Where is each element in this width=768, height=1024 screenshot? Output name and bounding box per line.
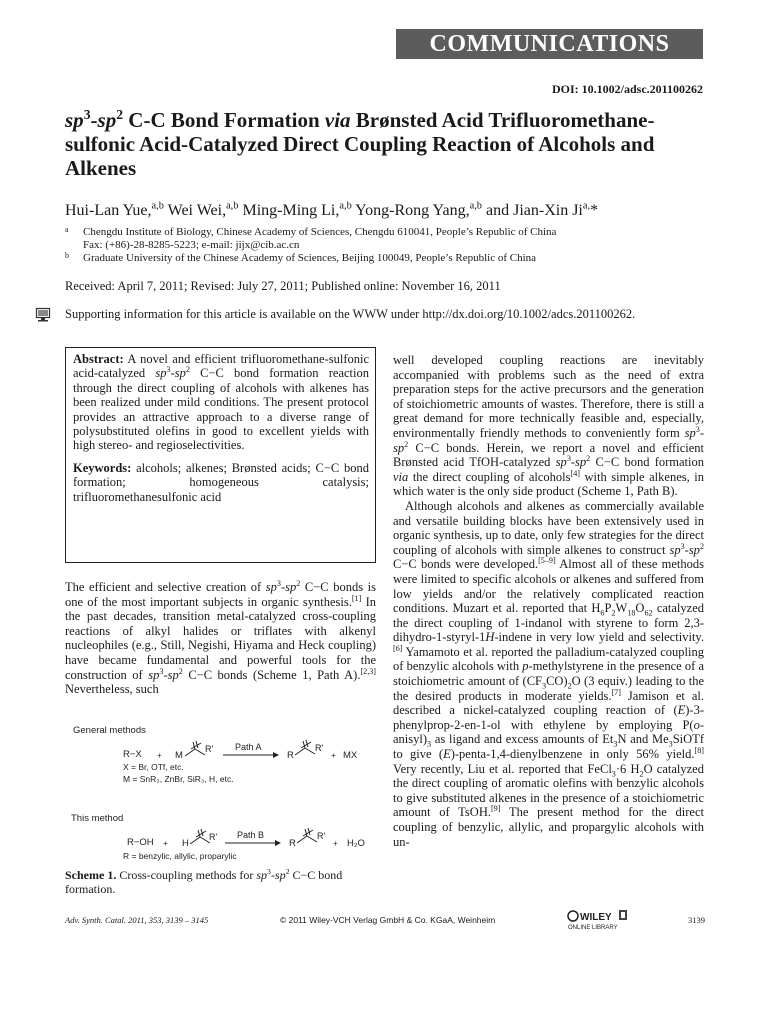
alkenyl-h-structure: [190, 829, 210, 844]
plus-sign: +: [331, 751, 336, 760]
this-method-label: This method: [71, 813, 124, 824]
intro-paragraph: The efficient and selective creation of $sp^3-sp^2$ C−C bonds is one of the most important subjects in organic synthesis.[1] In the past decades, transition metal-catalyzed cross-coupling reactions of alkyl halides or triflates with alkenyl nucleophiles (e.g., Still, Negishi, Hiyama and Heck coupling) have became fundamental and powerful tools for the construction of $sp^3-sp^2$ C−C bonds (Scheme 1, Path A).[2,3] Nevertheless, such: [65, 578, 376, 697]
abstract-box: [65, 347, 376, 563]
doi-label[interactable]: DOI: 10.1002/adsc.201100262: [551, 82, 703, 96]
svg-text:WILEY: WILEY: [580, 912, 612, 923]
r-prime-product-1: R': [315, 743, 324, 753]
author-list: Hui-Lan Yue,$^{a,b}$ Wei Wei,$^{a,b}$ Ming-Ming Li,$^{a,b}$ Yong-Rong Yang,$^{a,b}$ and Jian-Xin $Ji^{a,}*$: [65, 200, 599, 219]
affiliation-mark: b: [65, 251, 69, 260]
affiliation-b: [65, 252, 705, 265]
product-r-1: R: [287, 750, 294, 761]
alkenyl-m-structure: [185, 741, 205, 756]
byproduct-mx: MX: [343, 750, 358, 761]
reactant-rx: R−X: [123, 749, 142, 760]
affiliations: [65, 226, 705, 265]
left-column: [65, 347, 376, 563]
page-footer: [65, 909, 705, 933]
left-body-text: [65, 580, 376, 697]
r-prime-1: R': [205, 744, 214, 754]
plus-sign: +: [157, 751, 162, 760]
product-r-2: R: [289, 838, 296, 849]
journal-citation: Adv. Synth. Catal. 2011, 353, 3139 – 3145: [65, 915, 209, 925]
abstract-text: Abstract: A novel and efficient trifluoromethane-sulfonic acid-catalyzed $sp^3-sp^2$ C−C bond formation reaction through the direct coupling of alcohols with alkenes has been realized under mild conditions. The present protocol provides an attractive approach to a diverse range of polysubstituted olefins in good to excellent yields with high stereo- and regioselectivities.: [73, 352, 369, 453]
plus-sign: +: [163, 839, 168, 848]
right-column: [393, 353, 704, 849]
affiliation-text: Graduate University of the Chinese Academy of Sciences, Beijing 100049, People’s Republic of China: [83, 252, 537, 264]
path-a-label: Path A: [235, 742, 262, 752]
article-title: $sp^3-sp^2$ C-C Bond Formation via Brønsted Acid Trifluoromethane-sulfonic Acid-Catalyzed Direct Coupling Reaction of Alcohols and Alkenes: [65, 107, 655, 180]
copyright-notice: © 2011 Wiley-VCH Verlag GmbH & Co. KGaA, Weinheim: [280, 915, 496, 925]
product-2-structure: [297, 828, 317, 843]
svg-text:ONLINE LIBRARY: ONLINE LIBRARY: [568, 925, 618, 931]
affiliation-a: [65, 226, 705, 252]
general-methods-label: General methods: [73, 725, 146, 736]
reagent-m: M: [175, 750, 183, 761]
r-prime-product-2: R': [317, 831, 326, 841]
plus-sign: +: [333, 839, 338, 848]
body-paragraph-2: Although alcohols and alkenes as commercially available and versatile building blocks have been extensively used in organic synthesis, up to date, only few strategies for the direct coupling of alcohols with simple alkenes to construct $sp^3-sp^2$ C−C bonds were developed.[5–9] Almost all of these methods were limited to specific alcohols or alkenes and suffered from low yields and/or the relatively complicated reaction conditions. Muzart et al. reported that $H_6P_2W_{18}O_{62}$ catalyzed the direct coupling of 1-indanol with styrene to form 2,3-dihydro-1-styryl-1H-indene in very low yield and selectivity.[6] Yamamoto et al. reported the palladium-catalyzed coupling of benzylic alcohols with p-methylstyrene in the presence of a stoichiometric amount of $(CF_3CO)_2O$ (3 equiv.) leading to the the desired products in moderate yields.[7] Jamison et al. described a nickel-catalyzed coupling reaction of (E)-3-phenylprop-2-en-1-ol with ethylene by employing $P(o-anisyl)_3$ as ligand and excess amounts of $Et_3N$ and $Me_3SiOTf$ to give (E)-penta-1,4-dienylbenzene in only 56% yield.[8] Very recently, Liu et al. reported that FeCl$_3$·6 $H_2O$ catalyzed the direct coupling of aromatic olefins with benzylic alcohols to give substituted alkenes in the presence of a stoichiometric amount of TsOH.[9] The present method for the direct coupling of benzylic, allylic, and propargylic alcohols with un-: [393, 498, 705, 849]
path-b-label: Path B: [237, 830, 265, 840]
page-number: 3139: [688, 915, 705, 925]
reactant-roh: R−OH: [127, 837, 154, 848]
affiliation-contact: Fax: (+86)-28-8285-5223; e-mail: jijx@cib.ac.cn: [83, 239, 300, 251]
product-1-structure: [295, 740, 315, 755]
wiley-online-library-logo[interactable]: [567, 909, 637, 931]
received-dates: Received: April 7, 2011; Revised: July 27, 2011; Published online: November 16, 2011: [65, 279, 501, 293]
computer-monitor-icon: [35, 307, 65, 323]
scheme-caption: Scheme 1. Cross-coupling methods for $sp^3-sp^2$ C−C bond formation.: [65, 867, 343, 896]
keywords-text: Keywords: alcohols; alkenes; Brønsted acids; C−C bond formation; homogeneous catalysis; trifluoromethanesulfonic acid: [73, 460, 369, 504]
condition-m: M = SnR₃, ZnBr, SiR₃, H, etc.: [123, 774, 234, 784]
section-banner: COMMUNICATIONS: [396, 29, 703, 59]
affiliation-text: Chengdu Institute of Biology, Chinese Academy of Sciences, Chengdu 610041, People’s Republic of China: [83, 226, 557, 238]
byproduct-water: H₂O: [347, 838, 365, 849]
reagent-h: H: [182, 838, 189, 849]
condition-r: R = benzylic, allylic, proparylic: [123, 851, 237, 861]
affiliation-mark: a: [65, 225, 69, 234]
condition-x: X = Br, OTf, etc.: [123, 762, 184, 772]
supporting-info: [35, 307, 675, 323]
body-paragraph-1: well developed coupling reactions are inevitably accompanied with problems such as the need of extra preparation steps for the active precursors and the generation of stoichiometric amounts of wastes. Therefore, there is still a great demand for more technically feasible and, especially, environmentally friendly methods to conveniently form $sp^3-sp^2$ C−C bonds. Herein, we report a novel and efficient Brønsted acid TfOH-catalyzed $sp^3-sp^2$ C−C bond formation via the direct coupling of alcohols[4] with simple alkenes, in which water is the only side product (Scheme 1, Path B).: [393, 353, 704, 499]
r-prime-2: R': [209, 832, 218, 842]
supporting-info-text[interactable]: Supporting information for this article is available on the WWW under http://dx.doi.org/10.1002/adcs.201100262.: [65, 307, 636, 321]
scheme-1-figure: [65, 718, 376, 868]
